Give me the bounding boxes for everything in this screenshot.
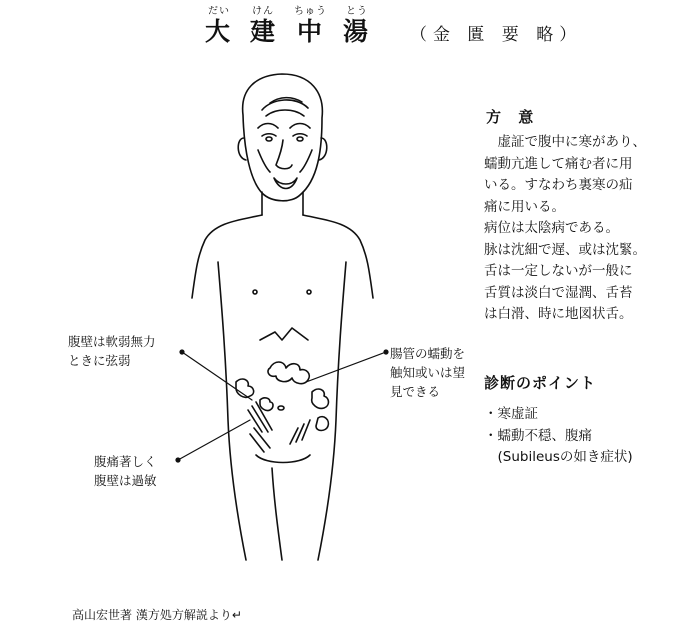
annotation-abdominal-wall-line-2: ときに弦弱 [68, 353, 131, 368]
ruby-tou: とう [346, 6, 368, 17]
diagnosis-item: ・蠕動不穏、腹痛 [484, 427, 592, 444]
summary-line: 脉は沈細で遅、或は沈緊。 [484, 241, 646, 258]
summary-line: 舌は一定しないが一般に [484, 263, 633, 279]
source-caption: 高山宏世著 漢方処方解説より↵ [72, 608, 242, 622]
diagnosis-list [484, 404, 633, 469]
source-title: （金 匱 要 略） [410, 25, 583, 45]
summary-line: 舌質は淡白で湿潤、舌苔 [484, 284, 633, 301]
diagnosis-item: (Subileusの如き症状) [484, 449, 633, 465]
summary-line: 蠕動亢進して痛む者に用 [484, 155, 633, 172]
title-char-3: 中 [297, 17, 323, 46]
annotation-peristalsis-line-2: 触知或いは望 [390, 365, 466, 380]
annotation-pain [94, 452, 157, 490]
annotation-abdominal-wall [68, 332, 156, 370]
annotation-abdominal-wall-line-1: 腹壁は軟弱無力 [68, 334, 156, 349]
title-char-2: 建 [250, 17, 276, 46]
annotation-pain-line-2: 腹壁は過敏 [94, 473, 157, 488]
annotation-peristalsis [390, 344, 465, 401]
ruby-ken: けん [252, 6, 274, 17]
summary-heading: 方 意 [486, 108, 540, 126]
ruby-dai: だい [208, 6, 230, 17]
summary-line: は白滑、時に地図状舌。 [484, 306, 633, 322]
annotation-peristalsis-line-1: 腸管の蠕動を [390, 346, 466, 361]
annotation-peristalsis-line-3: 見できる [390, 384, 441, 399]
diagnosis-heading: 診断のポイント [484, 374, 597, 392]
summary-line: 病位は太陰病である。 [484, 220, 619, 236]
annotation-pain-line-1: 腹痛著しく [94, 454, 157, 469]
summary-line: いる。すなわち裏寒の疝 [484, 177, 633, 193]
title-char-4: 湯 [343, 17, 369, 46]
summary-line: 痛に用いる。 [484, 198, 565, 215]
summary-line: 虚証で腹中に寒があり、 [484, 134, 646, 150]
ruby-chuu: ちゅう [294, 6, 327, 17]
diagnosis-item: ・寒虚証 [484, 406, 538, 422]
summary-body [484, 132, 646, 326]
title-char-1: 大 [205, 17, 231, 46]
